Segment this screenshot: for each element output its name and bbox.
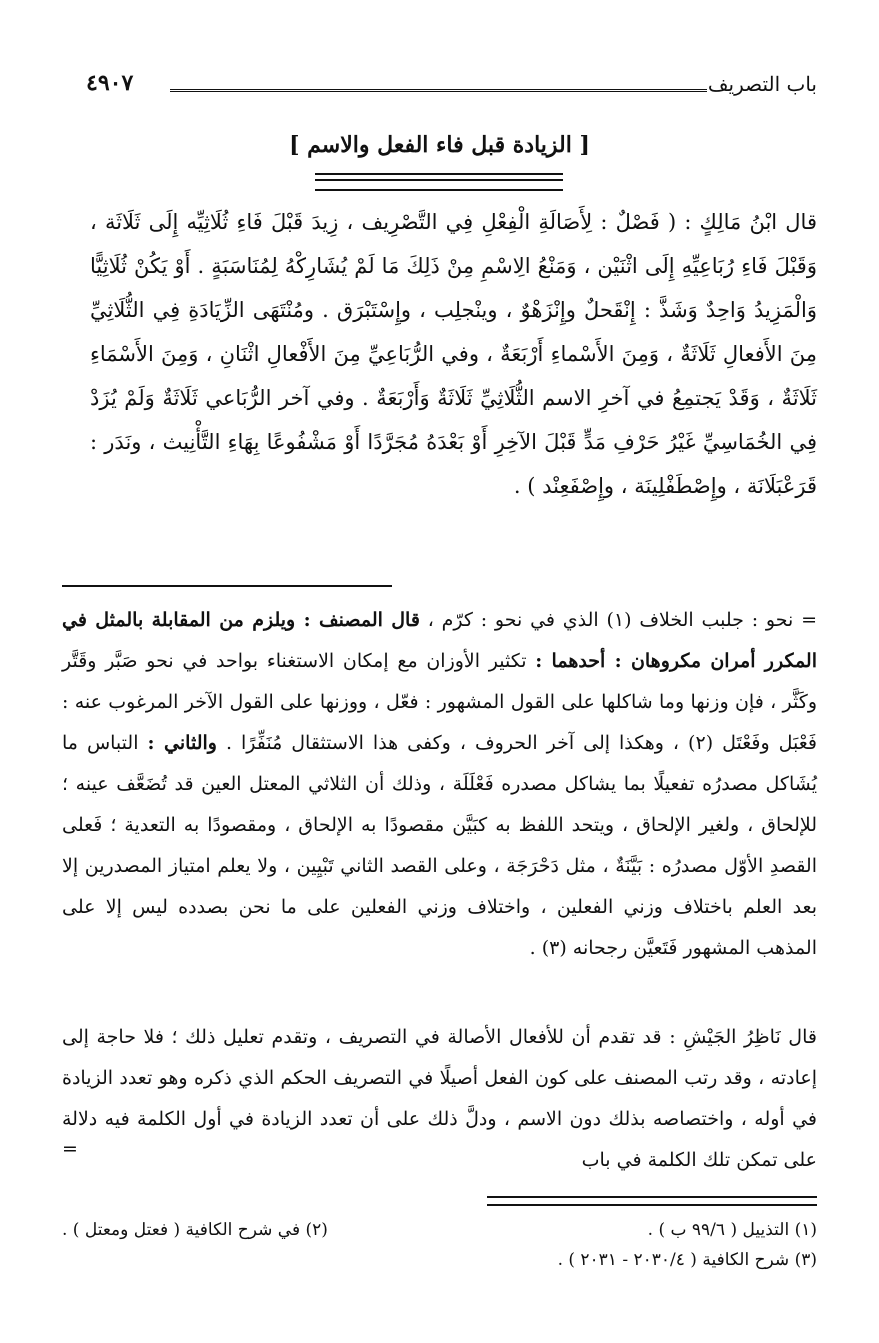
chapter-title: باب التصريف [707, 72, 817, 96]
page-number: ٤٩٠٧ [86, 70, 134, 96]
ibn-malik-quote: قال ابْنُ مَالِكٍ : ( فَصْلٌ : لِأَصَالَةِ الْفِعْلِ فِي التَّصْرِيف ، زِيدَ قَبْلَ فَاءِ ثُلَاثِيِّه إِلَى ثَلَاثَة ، وَقَبْلَ فَاءِ رُبَاعِيِّهِ إِلَى اثْنَيْن ، وَمَنْعُ الِاسْمِ مِنْ ذَلِكَ مَا لَمْ يُشَارِكْهُ لِمُنَاسَبَةٍ . أَوْ يَكُنْ ثُلَاثِيًّا وَالْمَزِيدُ وَاحِدٌ وَشَذَّ : إِنْقَحلٌ وإِنْزَهْوٌ ، وينْجلِب ، وإِسْتَبْرَق . ومُنْتَهَى الزِّيَادَةِ فِي الثُّلَاثِيِّ مِنَ الأَفعالِ ثَلَاثَةٌ ، وَمِنَ الأَسْماءِ أَرْبَعَةٌ ، وفي الرُّبَاعِيِّ مِنَ الأَفْعالِ اثْنَانِ ، وَمِنَ الأَسْمَاءِ ثَلَاثَةٌ ، وَقَدْ يَجتمِعُ في آخرِ الاسم الثُّلَاثِيِّ ثَلَاثَةٌ وَأَرْبَعَةٌ . وفي آخر الرُّبَاعي ثَلَاثَةٌ وَلَمْ يُزَدْ فِي الخُمَاسِيِّ غَيْرُ حَرْفِ مَدٍّ قَبْلَ الآخِرِ أَوْ بَعْدَهُ مُجَرَّدًا أَوْ مَشْفُوعًا بِهَاءِ التَّأْنِيث ، ونَدَر : قَرَعْبَلَانَة ، وإِصْطَفْلِينَة ، وإِصْفَعِنْد ) . [90, 210, 817, 498]
quote-divider [62, 585, 392, 587]
nazir-aljaysh-paragraph: قال نَاظِرُ الجَيْشِ : قد تقدم أن للأفعال الأصالة في التصريف ، وتقدم تعليل ذلك ؛ فلا حاجة إلى إعادته ، وقد رتب المصنف على كون الفعل أصيلًا في التصريف الحكم الذي ذكره وهو تعدد الزيادة في أوله ، واختصاصه بذلك دون الاسم ، ودلَّ ذلك على أن تعدد الزيادة في أول الكلمة فيه دلالة على تمكن تلك الكلمة في باب [62, 1026, 817, 1171]
commentary-p2-bold: والثاني : [147, 732, 217, 754]
footnote-3: (٣) شرح الكافية ( ٢٠٣٠/٤ - ٢٠٣١ ) . [557, 1250, 817, 1270]
footnote-rule [487, 1196, 817, 1206]
header-rule [170, 89, 707, 95]
heading-ornament-rules [315, 173, 563, 191]
section-heading: [ الزيادة قبل فاء الفعل والاسم ] [289, 132, 590, 158]
running-header [86, 70, 817, 110]
commentary-p1-bold: قال المصنف : ويلزم من المقابلة بالمثل في المكرر أمران مكروهان : أحدهما : [62, 609, 817, 672]
commentary-p3: التباس ما يُشَاكل مصدرُه تفعيلًا بما يشاكل مصدره فَعْلَلَة ، وذلك أن الثلاثي المعتل العين قد تُضَعَّف عينه ؛ للإلحاق ، ولغير الإلحاق ، ويتحد اللفظ به كبَيَّن مقصودًا به الإلحاق ، ومقصودًا به التعدية ؛ فَعلى القصدِ الأوّل مصدرُه : بَيَّنَةٌ ، مثل دَحْرَجَة ، وعلى القصد الثاني تَبْيِين ، ولا يعلم امتياز المصدرين إلا بعد العلم باختلاف وزني الفعلين ، واختلاف وزني الفعلين على ما نحن بصدده ليس إلا على المذهب المشهور فَتَعيَّن رجحانه (٣) . [62, 732, 817, 959]
commentary-p1: = نحو : جلبب الخلاف (١) الذي في نحو : كرّم ، [428, 609, 817, 631]
footnotes [62, 1215, 817, 1275]
footnote-2: (٢) في شرح الكافية ( فعتل ومعتل ) . [62, 1220, 328, 1240]
footnote-1: (١) التذييل ( ٩٩/٦ ب ) . [647, 1220, 817, 1240]
commentary-p2: تكثير الأوزان مع إمكان الاستغناء بواحد في نحو صَبَّر وقَتَّر وكَثَّر ، فإن وزنها وما شاكلها على القول المشهور : فعّل ، ووزنها على القول الآخر المرغوب عنه : فَعْبَل وفَعْتَل (٢) ، وهكذا إلى آخر الحروف ، وكفى هذا الاستثقال مُنَفِّرًا . [62, 650, 817, 754]
continuation-mark: = [62, 1138, 78, 1160]
commentary-block [62, 600, 817, 969]
